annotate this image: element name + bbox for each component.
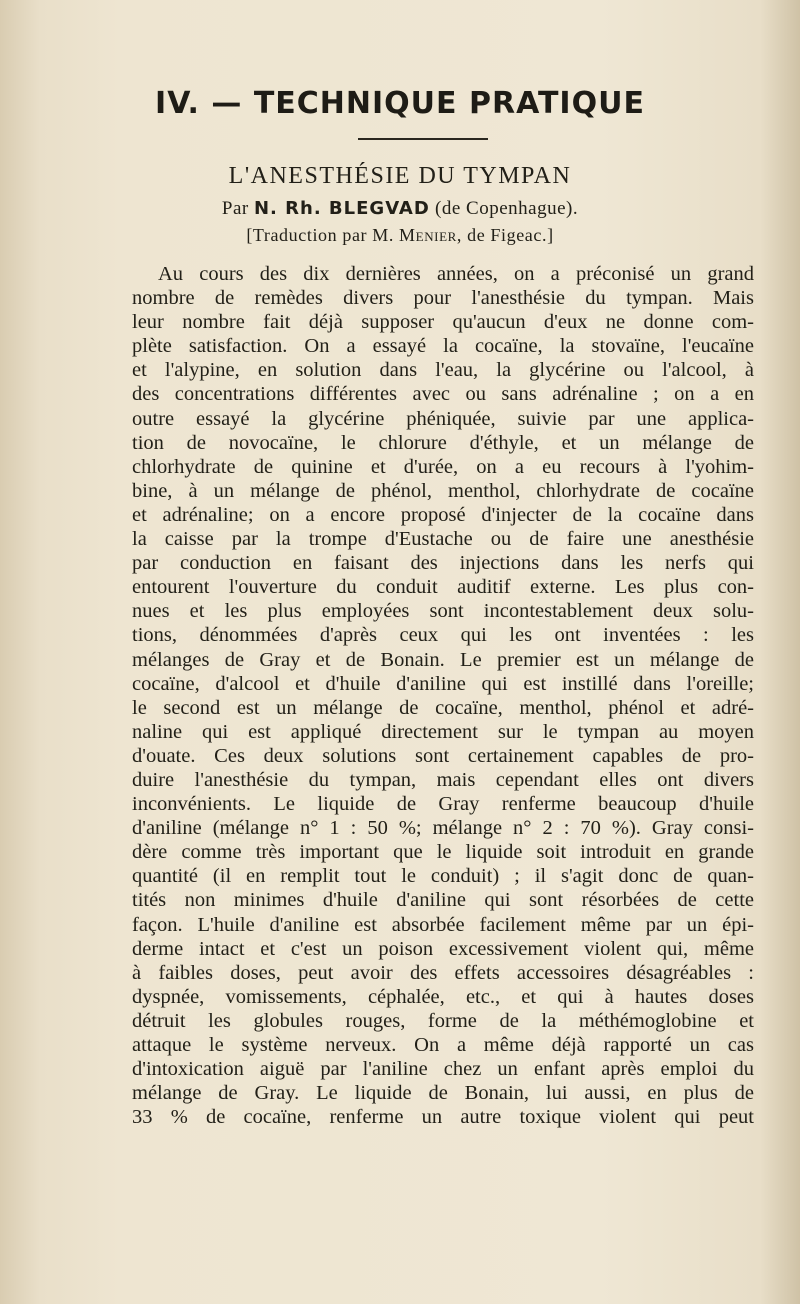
text-line: bine, à un mélange de phénol, menthol, chlorhydrate de cocaïne xyxy=(132,479,754,502)
text-line: chlorhydrate de quinine et d'urée, on a eu recours à l'yohim- xyxy=(132,455,754,478)
text-line: et l'alypine, en solution dans l'eau, la glycérine ou l'alcool, à xyxy=(132,359,754,382)
text-line: par conduction en faisant des injections dans les nerfs qui xyxy=(132,552,754,575)
text-line: mélange de Gray. Le liquide de Bonain, lui aussi, en plus de xyxy=(132,1082,754,1105)
heading-rule xyxy=(358,138,488,140)
text-line: dère comme très important que le liquide soit introduit en grande xyxy=(132,841,754,864)
text-line: d'ouate. Ces deux solutions sont certainement capables de pro- xyxy=(132,744,754,767)
author-name: N. Rh. BLEGVAD xyxy=(253,198,430,219)
byline-prefix: Par xyxy=(221,198,249,219)
translator-name: Menier xyxy=(399,225,457,245)
byline-suffix: (de Copenhague). xyxy=(435,198,579,219)
text-line: quantité (il en remplit tout le conduit) ; il s'agit donc de quan- xyxy=(132,865,754,888)
text-line: outre essayé la glycérine phéniquée, suivie par une applica- xyxy=(132,407,754,430)
text-line: duire l'anesthésie du tympan, mais cependant elles ont divers xyxy=(132,768,754,791)
section-heading: IV. — TECHNIQUE PRATIQUE xyxy=(155,86,645,121)
text-line: attaque le système nerveux. On a même déjà rapporté un cas xyxy=(132,1034,754,1056)
text-line: cocaïne, d'alcool et d'huile d'aniline qui est instillé dans l'oreille; xyxy=(132,672,754,695)
text-line: entourent l'ouverture du conduit auditif externe. Les plus con- xyxy=(132,576,754,599)
text-line: à faibles doses, peut avoir des effets accessoires désagréables : xyxy=(132,961,754,984)
text-line: d'aniline (mélange n° 1 : 50 %; mélange n° 2 : 70 %). Gray consi- xyxy=(132,817,754,840)
text-line: façon. L'huile d'aniline est absorbée facilement même par un épi- xyxy=(132,913,754,936)
text-line: d'intoxication aiguë par l'aniline chez un enfant après emploi du xyxy=(132,1058,754,1081)
byline xyxy=(0,198,800,220)
article-title: L'ANESTHÉSIE DU TYMPAN xyxy=(228,163,572,189)
text-line: derme intact et c'est un poison excessivement violent qui, même xyxy=(132,937,754,960)
text-line: tions, dénommées d'après ceux qui les ont inventées : les xyxy=(132,624,754,647)
text-line: plète satisfaction. On a essayé la cocaïne, la stovaïne, l'eucaïne xyxy=(132,335,754,358)
text-line: le second est un mélange de cocaïne, menthol, phénol et adré- xyxy=(132,696,754,719)
text-line: Au cours des dix dernières années, on a préconisé un grand xyxy=(158,263,754,285)
translation-credit xyxy=(0,225,800,246)
text-line: mélanges de Gray et de Bonain. Le premier est un mélange de xyxy=(132,648,754,671)
text-line: 33 % de cocaïne, renferme un autre toxique violent qui peut xyxy=(132,1106,754,1129)
text-line: nombre de remèdes divers pour l'anesthésie du tympan. Mais xyxy=(132,287,754,310)
translation-suffix: , de Figeac.] xyxy=(456,225,554,245)
text-line: tités non minimes d'huile d'aniline qui sont résorbées de cette xyxy=(132,889,754,912)
text-line: nues et les plus employées sont incontestablement deux solu- xyxy=(132,600,754,623)
text-line: dyspnée, vomissements, céphalée, etc., et qui à hautes doses xyxy=(132,985,754,1008)
text-line: et adrénaline; on a encore proposé d'injecter de la cocaïne dans xyxy=(132,503,754,526)
text-line: inconvénients. Le liquide de Gray renferme beaucoup d'huile xyxy=(132,793,754,816)
text-line: détruit les globules rouges, forme de la méthémoglobine et xyxy=(132,1009,754,1032)
text-line: tion de novocaïne, le chlorure d'éthyle, et un mélange de xyxy=(132,431,754,454)
text-line: des concentrations différentes avec ou sans adrénaline ; on a en xyxy=(132,383,754,406)
translation-prefix: [Traduction par M. xyxy=(246,225,394,245)
text-line: leur nombre fait déjà supposer qu'aucun d'eux ne donne com- xyxy=(132,311,754,334)
text-line: la caisse par la trompe d'Eustache ou de faire une anesthésie xyxy=(132,528,754,551)
text-line: naline qui est appliqué directement sur le tympan au moyen xyxy=(132,720,754,743)
body-text xyxy=(132,262,754,1129)
